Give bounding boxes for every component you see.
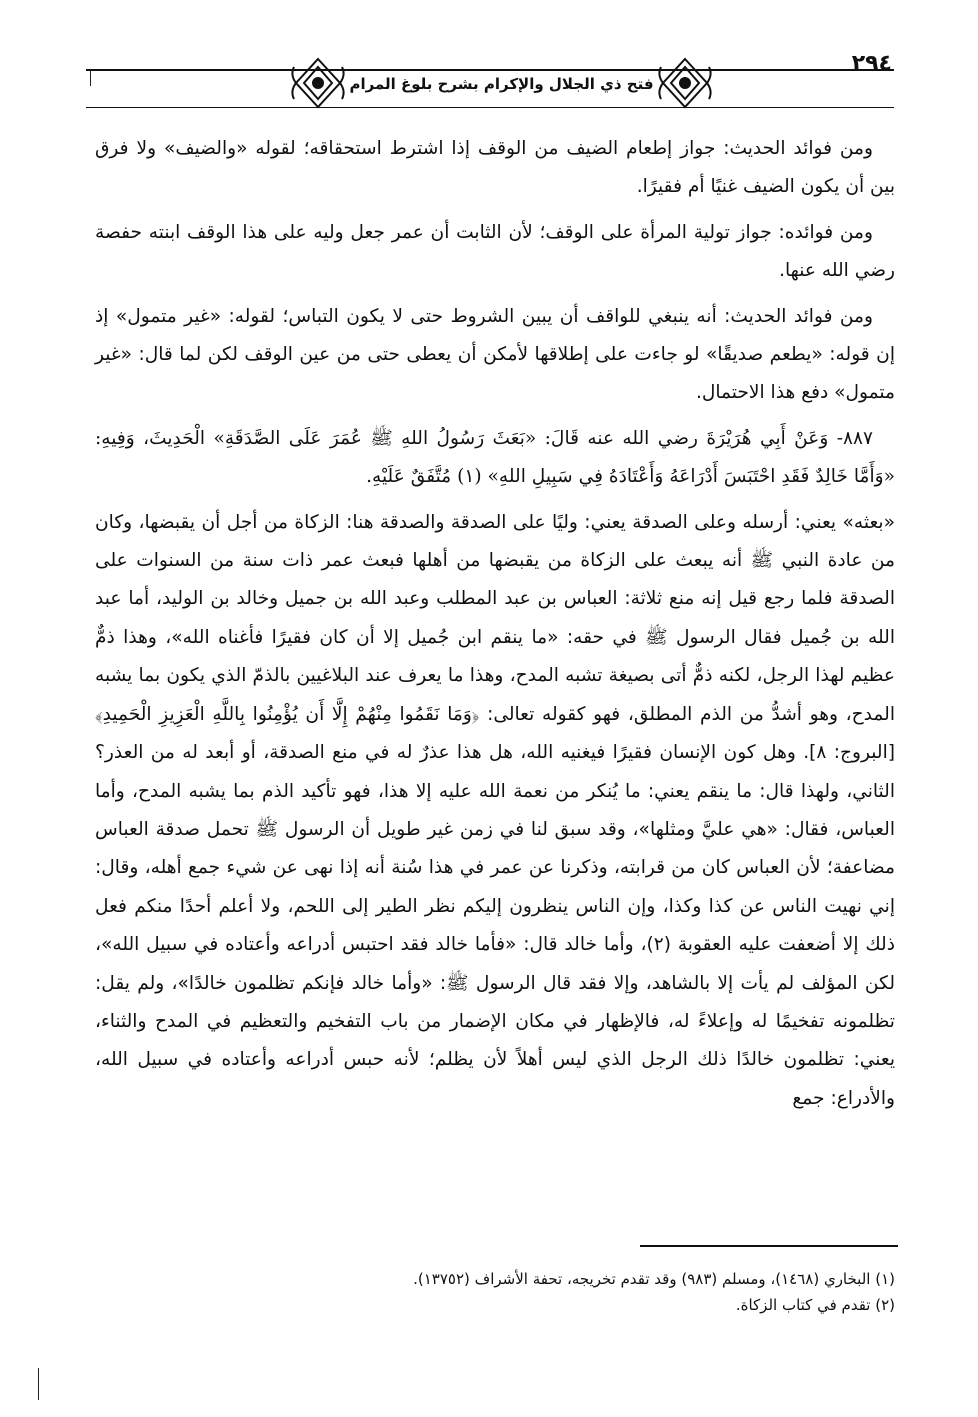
footnotes	[95, 1266, 895, 1318]
paragraph-benefit-1: ومن فوائد الحديث: جواز إطعام الضيف من الوقف إذا اشترط استحقاقه؛ لقوله «والضيف» ولا فرق بين أن يكون الضيف غنيًا أم فقيرًا.	[95, 138, 895, 198]
scan-mark	[38, 1368, 39, 1400]
header-ornament-right-icon	[655, 55, 715, 111]
header-rule-top	[86, 69, 894, 71]
scan-mark	[90, 70, 91, 86]
footnote-1: (١) البخاري (١٤٦٨)، ومسلم (٩٨٣) وقد تقدم تخريجه، تحفة الأشراف (١٣٧٥٢).	[413, 1270, 895, 1288]
footnote-2: (٢) تقدم في كتاب الزكاة.	[735, 1296, 895, 1314]
main-text	[95, 130, 895, 1125]
page-header	[80, 51, 900, 115]
header-rule-bottom	[86, 107, 894, 108]
header-ornament-left-icon	[288, 55, 348, 111]
paragraph-benefit-2: ومن فوائده: جواز تولية المرأة على الوقف؛ لأن الثابت أن عمر جعل وليه على هذا الوقف ابنته حفصة رضي الله عنها.	[95, 221, 895, 282]
footnote-separator	[640, 1245, 898, 1247]
page-number: ٢٩٤	[851, 51, 892, 76]
hadith-text: ٨٨٧- وَعَنْ أَبِي هُرَيْرَةَ رضي الله عنه قَالَ: «بَعَثَ رَسُولُ اللهِ ﷺ عُمَرَ عَلَى الصَّدَقَةِ» الْحَدِيثَ، وَفِيهِ: «وَأَمَّا خَالِدٌ فَقَدِ احْتَبَسَ أَدْرَاعَهُ وَأَعْتَادَهُ فِي سَبِيلِ اللهِ» (١) مُتَّفَقٌ عَلَيْهِ.	[95, 427, 895, 488]
commentary-text: «بعثه» يعني: أرسله وعلى الصدقة يعني: وليًا على الصدقة والصدقة هنا: الزكاة من أجل أن يقبضها، وكان من عادة النبي ﷺ أنه يبعث على الزكاة من يقبضها من أهلها فبعث عمر ذات سنة من السنوات على الصدقة فلما رجع قيل إنه منع ثلاثة: العباس بن عبد المطلب وعبد الله بن جميل وخالد بن الوليد، أما عبد الله بن جُميل فقال الرسول ﷺ في حقه: «ما ينقم ابن جُميل إلا أن كان فقيرًا فأغناه الله»، وهذا ذمٌّ عظيم لهذا الرجل، لكنه ذمٌّ أتى بصيغة تشبه المدح، وهذا ما يعرف عند البلاغيين بالذمّ الذي يكون بما يشبه المدح، وهو أشدُّ من الذم المطلق، فهو كقوله تعالى: ﴿وَمَا نَقَمُوا مِنْهُمْ إِلَّا أَن يُؤْمِنُوا بِاللَّهِ الْعَزِيزِ الْحَمِيدِ﴾ [البروج: ٨]. وهل كون الإنسان فقيرًا فيغنيه الله، هل هذا عذرٌ له في منع الصدقة، أو أبعد له من العذر؟ الثاني، ولهذا قال: ما ينقم يعني: ما يُنكر من نعمة الله عليه إلا هذا، فهو تأكيد الذم بما يشبه المدح، وأما العباس، فقال: «هي عليَّ ومثلها»، وقد سبق لنا في زمن غير طويل أن الرسول ﷺ تحمل صدقة العباس مضاعفة؛ لأن العباس كان من قرابته، وذكرنا عن عمر في هذا سُنة أنه إذا نهى عن شيء جمع أهله، وقال: إني نهيت الناس عن كذا وكذا، وإن الناس ينظرون إليكم نظر الطير إلى اللحم، ولا أعلم أحدًا منكم فعل ذلك إلا أضعفت عليه العقوبة (٢)، وأما خالد قال: «فأما خالد فقد احتبس أدراعه وأعتاده في سبيل الله»، لكن المؤلف لم يأت إلا بالشاهد، وإلا فقد قال الرسول ﷺ: «وأما خالد فإنكم تظلمون خالدًا»، ولم يقل: تظلمونه تفخيمًا له وإعلاءً له، فالإظهار في مكان الإضمار من باب التفخيم والتعظيم في المدح والثناء، يعني: تظلمون خالدًا ذلك الرجل الذي ليس أهلاً لأن يظلم؛ لأنه حبس أدراعه وأعتاده في سبيل الله، والأدراع: جمع	[95, 511, 895, 1109]
running-title: فتح ذي الجلال والإكرام بشرح بلوغ المرام	[349, 75, 654, 93]
paragraph-benefit-3: ومن فوائد الحديث: أنه ينبغي للواقف أن يبين الشروط حتى لا يكون التباس؛ لقوله: «غير متمول» إذ إن قوله: «يطعم صديقًا» لو جاءت على إطلاقها لأمكن أن يعطى حتى من عين الوقف لكن لما قال: «غير متمول» دفع هذا الاحتمال.	[95, 305, 895, 404]
